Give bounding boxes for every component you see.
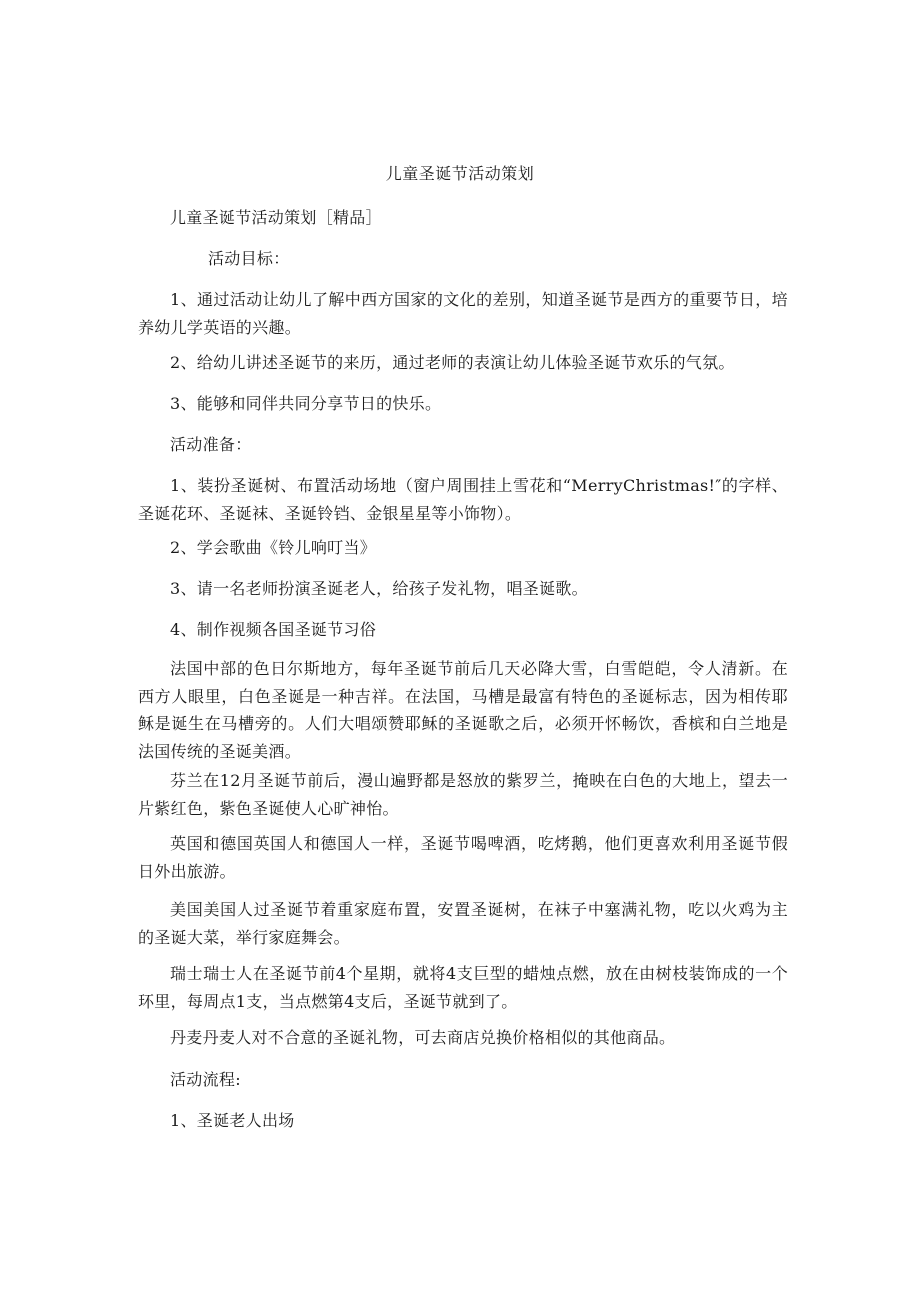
process-item-1: 1、圣诞老人出场 bbox=[170, 1111, 295, 1130]
section-heading-process: 活动流程: bbox=[170, 1070, 241, 1089]
document-title: 儿童圣诞节活动策划 bbox=[385, 164, 535, 183]
paragraph-france: 法国中部的色日尔斯地方，每年圣诞节前后几天必降大雪，白雪皑皑，令人清新。在西方人眼里，白色圣诞是一种吉祥。在法国，马槽是最富有特色的圣诞标志，因为相传耶稣是诞生在马槽旁的。人们大唱颂赞耶稣的圣诞歌之后，必须开怀畅饮，香槟和白兰地是法国传统的圣诞美酒。 bbox=[138, 659, 788, 761]
preparation-item-2: 2、学会歌曲《铃儿响叮当》 bbox=[170, 538, 377, 557]
goal-item-2: 2、给幼儿讲述圣诞节的来历，通过老师的表演让幼儿体验圣诞节欢乐的气氛。 bbox=[170, 353, 735, 372]
goal-item-1: 1、通过活动让幼儿了解中西方国家的文化的差别，知道圣诞节是西方的重要节日，培养幼儿学英语的兴趣。 bbox=[138, 290, 788, 337]
subtitle-paragraph: 儿童圣诞节活动策划［精品］ bbox=[170, 208, 382, 227]
section-heading-goals: 活动目标： bbox=[208, 249, 290, 268]
goal-item-3: 3、能够和同伴共同分享节日的快乐。 bbox=[170, 394, 442, 413]
paragraph-uk-germany: 英国和德国英国人和德国人一样，圣诞节喝啤酒，吃烤鹅，他们更喜欢利用圣诞节假日外出旅游。 bbox=[138, 834, 788, 881]
preparation-item-1: 1、装扮圣诞树、布置活动场地（窗户周围挂上雪花和“MerryChristmas!″的字样、圣诞花环、圣诞袜、圣诞铃铛、金银星星等小饰物）。 bbox=[138, 476, 788, 523]
paragraph-switzerland: 瑞士瑞士人在圣诞节前4个星期，就将4支巨型的蜡烛点燃，放在由树枝装饰成的一个环里，每周点1支，当点燃第4支后，圣诞节就到了。 bbox=[138, 964, 788, 1011]
preparation-item-4: 4、制作视频各国圣诞节习俗 bbox=[170, 620, 377, 639]
paragraph-finland: 芬兰在12月圣诞节前后，漫山遍野都是怒放的紫罗兰，掩映在白色的大地上，望去一片紫红色，紫色圣诞使人心旷神怡。 bbox=[138, 771, 788, 818]
paragraph-usa: 美国美国人过圣诞节着重家庭布置，安置圣诞树，在袜子中塞满礼物，吃以火鸡为主的圣诞大菜，举行家庭舞会。 bbox=[138, 900, 788, 947]
section-heading-preparation: 活动准备： bbox=[170, 435, 252, 454]
preparation-item-3: 3、请一名老师扮演圣诞老人，给孩子发礼物，唱圣诞歌。 bbox=[170, 579, 588, 598]
paragraph-denmark: 丹麦丹麦人对不合意的圣诞礼物，可去商店兑换价格相似的其他商品。 bbox=[170, 1028, 676, 1047]
